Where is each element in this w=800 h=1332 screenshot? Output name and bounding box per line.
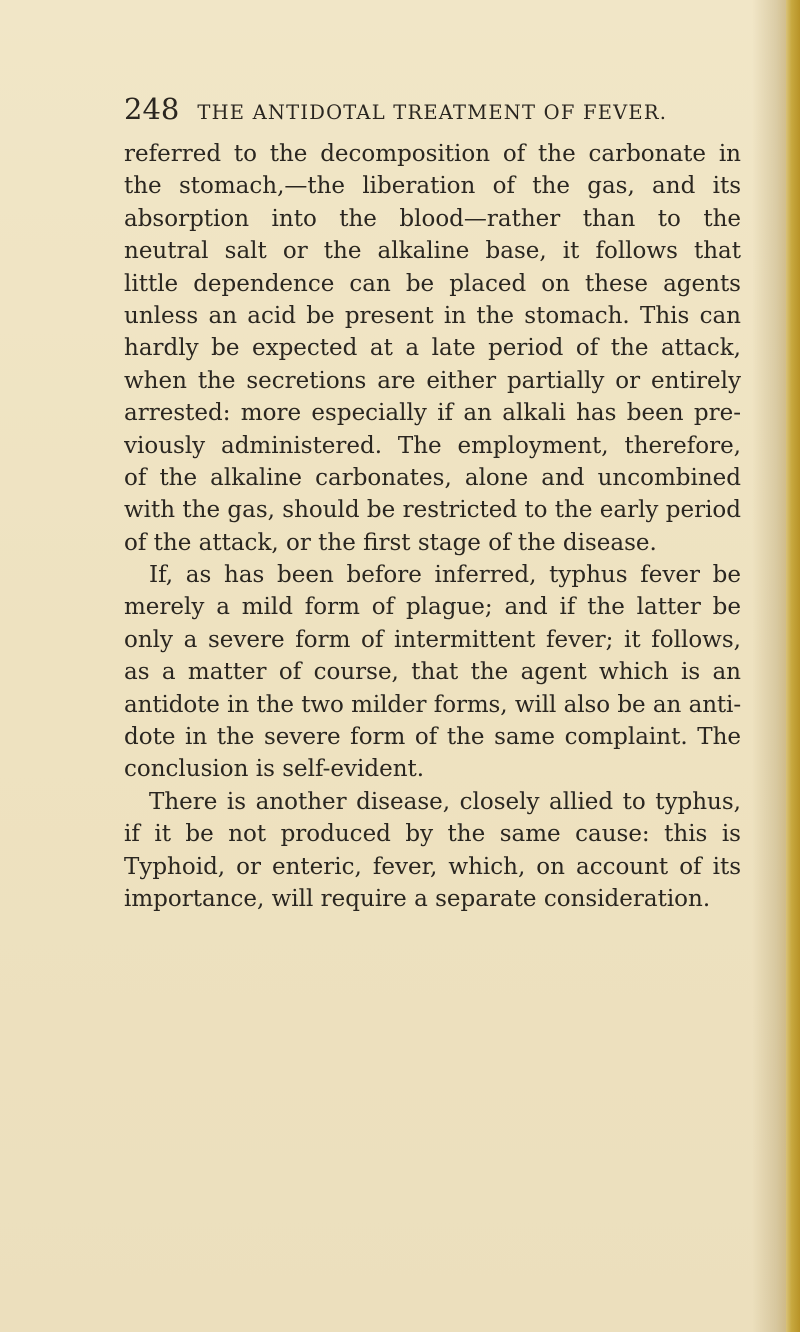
text-line: the stomach,—the liberation of the gas, and its [124, 173, 741, 200]
text-line: as a matter of course, that the agent which is an [124, 659, 741, 686]
page-number: 248 [124, 92, 180, 126]
page-edge [786, 0, 800, 1332]
paragraph-3 [124, 786, 741, 916]
text-line: antidote in the two milder forms, will also be an anti- [124, 691, 741, 718]
text-line: arrested: more especially if an alkali has been pre- [124, 400, 741, 427]
text-line: referred to the decomposition of the carbonate in [124, 141, 741, 167]
text-line: dote in the severe form of the same complaint. The [124, 724, 741, 751]
text-line: importance, will require a separate consideration. [124, 885, 711, 912]
text-line: unless an acid be present in the stomach. This can [124, 302, 741, 329]
text-line: merely a mild form of plague; and if the latter be [124, 594, 741, 621]
text-line: if it be not produced by the same cause: this is [124, 821, 741, 848]
text-line: only a severe form of intermittent fever; it follows, [124, 626, 741, 653]
text-line: with the gas, should be restricted to the early period [124, 497, 741, 524]
body-text [124, 138, 741, 915]
page-header [124, 91, 680, 127]
text-line: when the secretions are either partially or entirely [124, 367, 741, 394]
text-line: Typhoid, or enteric, fever, which, on account of its [124, 853, 741, 880]
text-line: neutral salt or the alkaline base, it follows that [124, 238, 741, 265]
text-line: viously administered. The employment, therefore, [124, 432, 741, 459]
text-line: absorption into the blood—rather than to the [124, 205, 741, 232]
text-line: If, as has been before inferred, typhus fever be [149, 562, 741, 589]
text-line: There is another disease, closely allied to typhus, [149, 788, 741, 815]
text-line: of the alkaline carbonates, alone and uncombined [124, 464, 741, 491]
text-line: conclusion is self-evident. [124, 756, 425, 783]
text-line: little dependence can be placed on these agents [124, 270, 741, 297]
running-head: THE ANTIDOTAL TREATMENT OF FEVER. [197, 101, 668, 124]
text-line: of the attack, or the first stage of the disease. [124, 529, 657, 556]
paragraph-2 [124, 559, 741, 786]
text-line: hardly be expected at a late period of the attack, [124, 335, 741, 362]
paragraph-1 [124, 138, 741, 559]
